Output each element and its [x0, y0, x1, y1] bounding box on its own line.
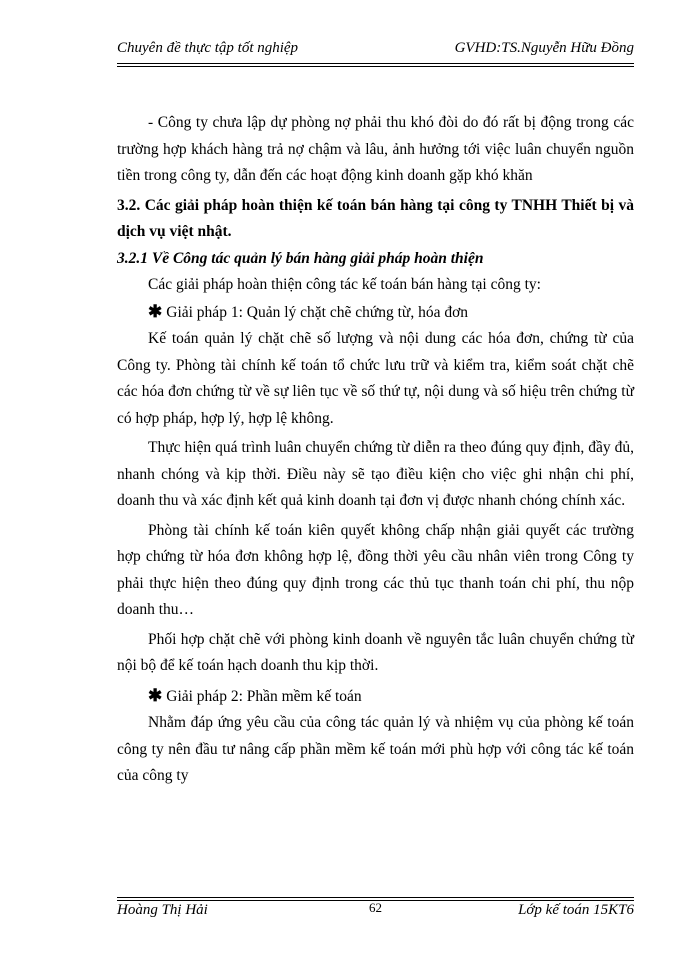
asterisk-bullet-icon: ✱	[148, 301, 163, 321]
header-rule	[117, 63, 634, 67]
paragraph-solution1-d: Phối hợp chặt chẽ với phòng kinh doanh về nguyên tắc luân chuyển chứng từ nội bộ để kế toán hạch doanh thu kịp thời.	[117, 630, 634, 674]
paragraph-debt: - Công ty chưa lập dự phòng nợ phải thu khó đòi do đó rất bị động trong các trường hợp khách hàng trả nợ chậm và lâu, ảnh hưởng tới việc luân chuyển nguồn tiền trong công ty, dẫn đến các hoạt động kinh doanh gặp khó khăn	[117, 114, 634, 184]
solution-2-label: Giải pháp 2: Phần mềm kế toán	[166, 687, 362, 705]
document-body	[117, 110, 634, 790]
page-footer	[117, 902, 634, 924]
page-header	[117, 38, 634, 62]
subsection-heading-3-2-1: 3.2.1 Về Công tác quản lý bán hàng giải pháp hoàn thiện	[117, 249, 484, 267]
header-left-title: Chuyên đề thực tập tốt nghiệp	[117, 40, 299, 56]
footer-author: Hoàng Thị Hải	[117, 902, 208, 918]
asterisk-bullet-icon: ✱	[148, 685, 163, 705]
section-heading-3-2: 3.2. Các giải pháp hoàn thiện kế toán bán hàng tại công ty TNHH Thiết bị và dịch vụ việt nhật.	[117, 196, 634, 240]
footer-class: Lớp kế toán 15KT6	[518, 902, 634, 918]
header-right-advisor: GVHD:TS.Nguyễn Hữu Đồng	[454, 40, 634, 56]
page-number: 62	[369, 900, 382, 915]
paragraph-solution1-b: Thực hiện quá trình luân chuyển chứng từ diễn ra theo đúng quy định, đầy đủ, nhanh chóng và kịp thời. Điều này sẽ tạo điều kiện cho việc ghi nhận chi phí, doanh thu và xác định kết quả kinh doanh tại đơn vị được nhanh chóng chính xác.	[117, 439, 634, 509]
solution-1-label: Giải pháp 1: Quản lý chặt chẽ chứng từ, hóa đơn	[166, 303, 469, 321]
paragraph-solution1-c: Phòng tài chính kế toán kiên quyết không chấp nhận giải quyết các trường hợp chứng từ hóa đơn không hợp lệ, đồng thời yêu cầu nhân viên trong Công ty phải thực hiện theo đúng quy định trong các thủ tục thanh toán chi phí, thu nộp doanh thu…	[117, 521, 634, 618]
paragraph-intro: Các giải pháp hoàn thiện công tác kế toán bán hàng tại công ty:	[148, 276, 541, 293]
solution-1-heading	[117, 299, 634, 327]
paragraph-solution2: Nhằm đáp ứng yêu cầu của công tác quản lý và nhiệm vụ của phòng kế toán công ty nên đầu tư nâng cấp phần mềm kế toán mới phù hợp với công tác kế toán của công ty	[117, 714, 634, 784]
solution-2-heading	[117, 683, 634, 711]
paragraph-solution1-a: Kế toán quản lý chặt chẽ số lượng và nội dung các hóa đơn, chứng từ của Công ty. Phòng tài chính kế toán tổ chức lưu trữ và kiểm tra, kiểm soát chặt chẽ các hóa đơn chứng từ về sự liên tục về số thứ tự, nội dung và số hiệu trên chứng từ có hợp pháp, hợp lý, hợp lệ không.	[117, 330, 634, 427]
